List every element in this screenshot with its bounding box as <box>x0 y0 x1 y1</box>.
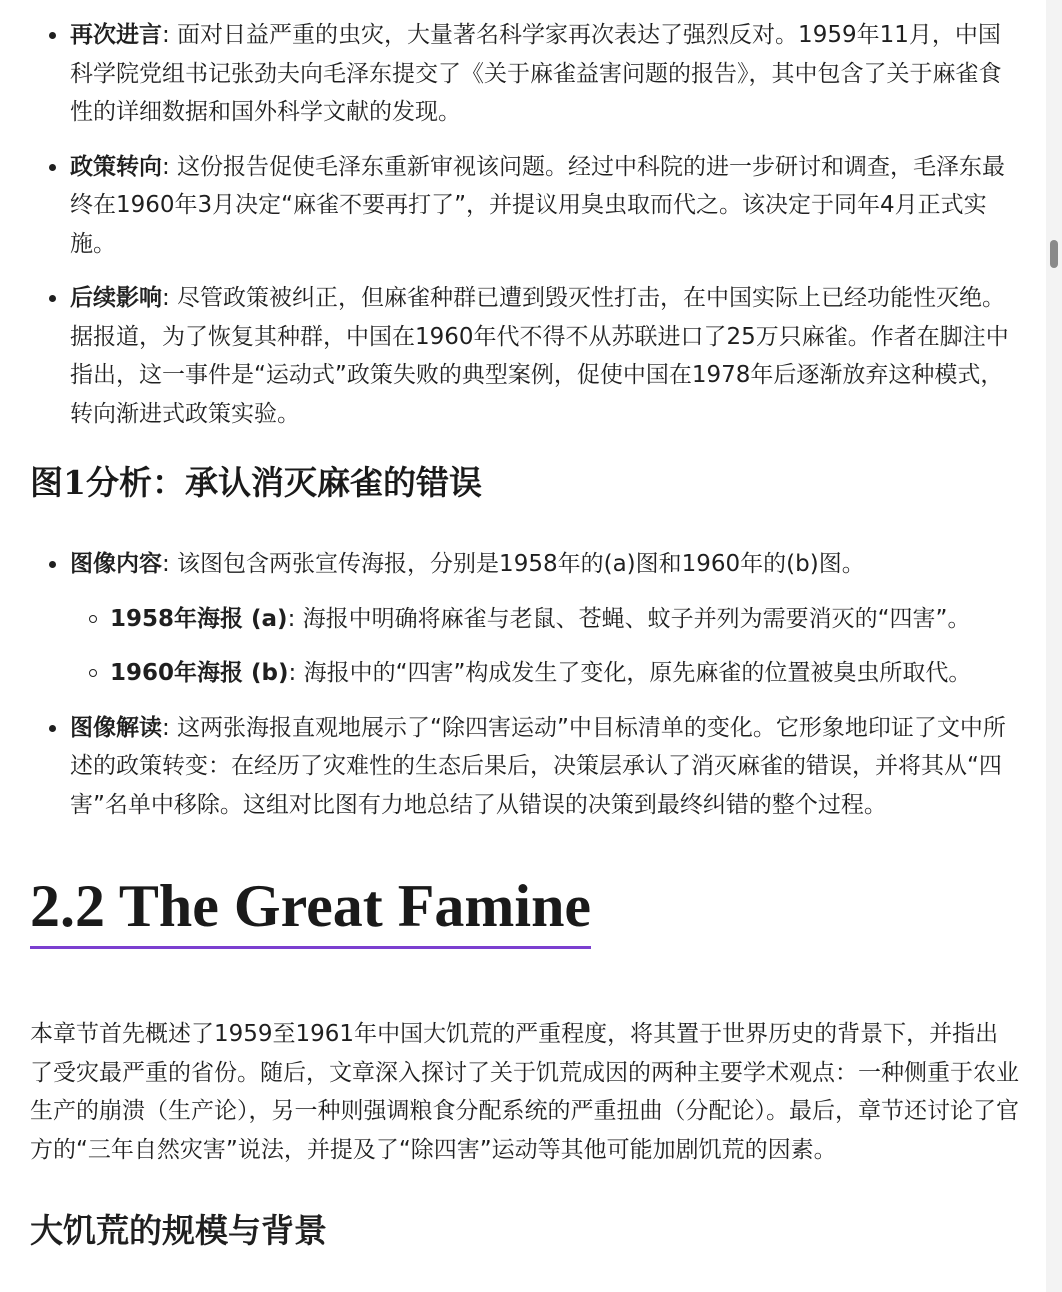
sub-list-item-label: 1958年海报 (a) <box>110 605 288 632</box>
section-intro-paragraph: 本章节首先概述了1959至1961年中国大饥荒的严重程度，将其置于世界历史的背景下，并指出了受灾最严重的省份。随后，文章深入探讨了关于饥荒成因的两种主要学术观点：一种侧重于农业生产的崩溃（生产论），另一种则强调粮食分配系统的严重扭曲（分配论）。最后，章节还讨论了官方的“三年自然灾害”说法，并提及了“除四害”运动等其他可能加剧饥荒的因素。 <box>30 1021 1019 1163</box>
list-item-renewed-advice <box>30 16 1020 132</box>
list-item-label: 后续影响 <box>70 285 162 311</box>
list-item-figure-content <box>30 545 1020 693</box>
list-item-label: 图像内容 <box>70 551 162 577</box>
scrollbar-thumb[interactable] <box>1050 240 1058 268</box>
figure-bullet-list <box>30 545 1020 824</box>
sub-list-item-poster-1958 <box>70 600 1020 639</box>
list-item-label: 政策转向 <box>70 153 162 180</box>
sub-list-item-text: : 海报中的“四害”构成发生了变化，原先麻雀的位置被臭虫所取代。 <box>288 660 972 686</box>
list-item-policy-shift <box>30 148 1020 264</box>
list-item-text: : 该图包含两张宣传海报，分别是1958年的(a)图和1960年的(b)图。 <box>162 551 865 577</box>
list-item-figure-interpretation <box>30 709 1020 825</box>
figure-analysis-heading: 图1分析：承认消灭麻雀的错误 <box>30 463 482 502</box>
list-item-text: : 这份报告促使毛泽东重新审视该问题。经过中科院的进一步研讨和调查，毛泽东最终在1960年3月决定“麻雀不要再打了”，并提议用臭虫取而代之。该决定于同年4月正式实施。 <box>70 153 1006 257</box>
figure-sub-list <box>70 600 1020 693</box>
sub-list-item-label: 1960年海报 (b) <box>110 660 289 686</box>
list-item-text: : 面对日益严重的虫灾，大量著名科学家再次表达了强烈反对。1959年11月，中国科学院党组书记张劲夫向毛泽东提交了《关于麻雀益害问题的报告》，其中包含了关于麻雀食性的详细数据和国外科学文献的发现。 <box>70 22 1002 125</box>
top-bullet-list <box>30 16 1020 433</box>
document-content <box>30 16 1020 1253</box>
list-item-aftermath <box>30 279 1020 433</box>
sub-list-item-text: : 海报中明确将麻雀与老鼠、苍蝇、蚊子并列为需要消灭的“四害”。 <box>287 605 971 632</box>
list-item-label: 再次进言 <box>70 22 162 48</box>
vertical-scrollbar[interactable] <box>1046 0 1062 1292</box>
list-item-label: 图像解读 <box>70 714 162 741</box>
section-title: 2.2 The Great Famine <box>30 874 591 949</box>
sub-list-item-poster-1960 <box>70 654 1020 693</box>
list-item-text: : 尽管政策被纠正，但麻雀种群已遭到毁灭性打击，在中国实际上已经功能性灭绝。据报道，为了恢复其种群，中国在1960年代不得不从苏联进口了25万只麻雀。作者在脚注中指出，这一事件是“运动式”政策失败的典型案例，促使中国在1978年后逐渐放弃这种模式，转向渐进式政策实验。 <box>70 285 1009 427</box>
next-subsection-heading: 大饥荒的规模与背景 <box>30 1211 327 1250</box>
list-item-text: : 这两张海报直观地展示了“除四害运动”中目标清单的变化。它形象地印证了文中所述的政策转变：在经历了灾难性的生态后果后，决策层承认了消灭麻雀的错误，并将其从“四害”名单中移除。这组对比图有力地总结了从错误的决策到最终纠错的整个过程。 <box>70 714 1006 818</box>
